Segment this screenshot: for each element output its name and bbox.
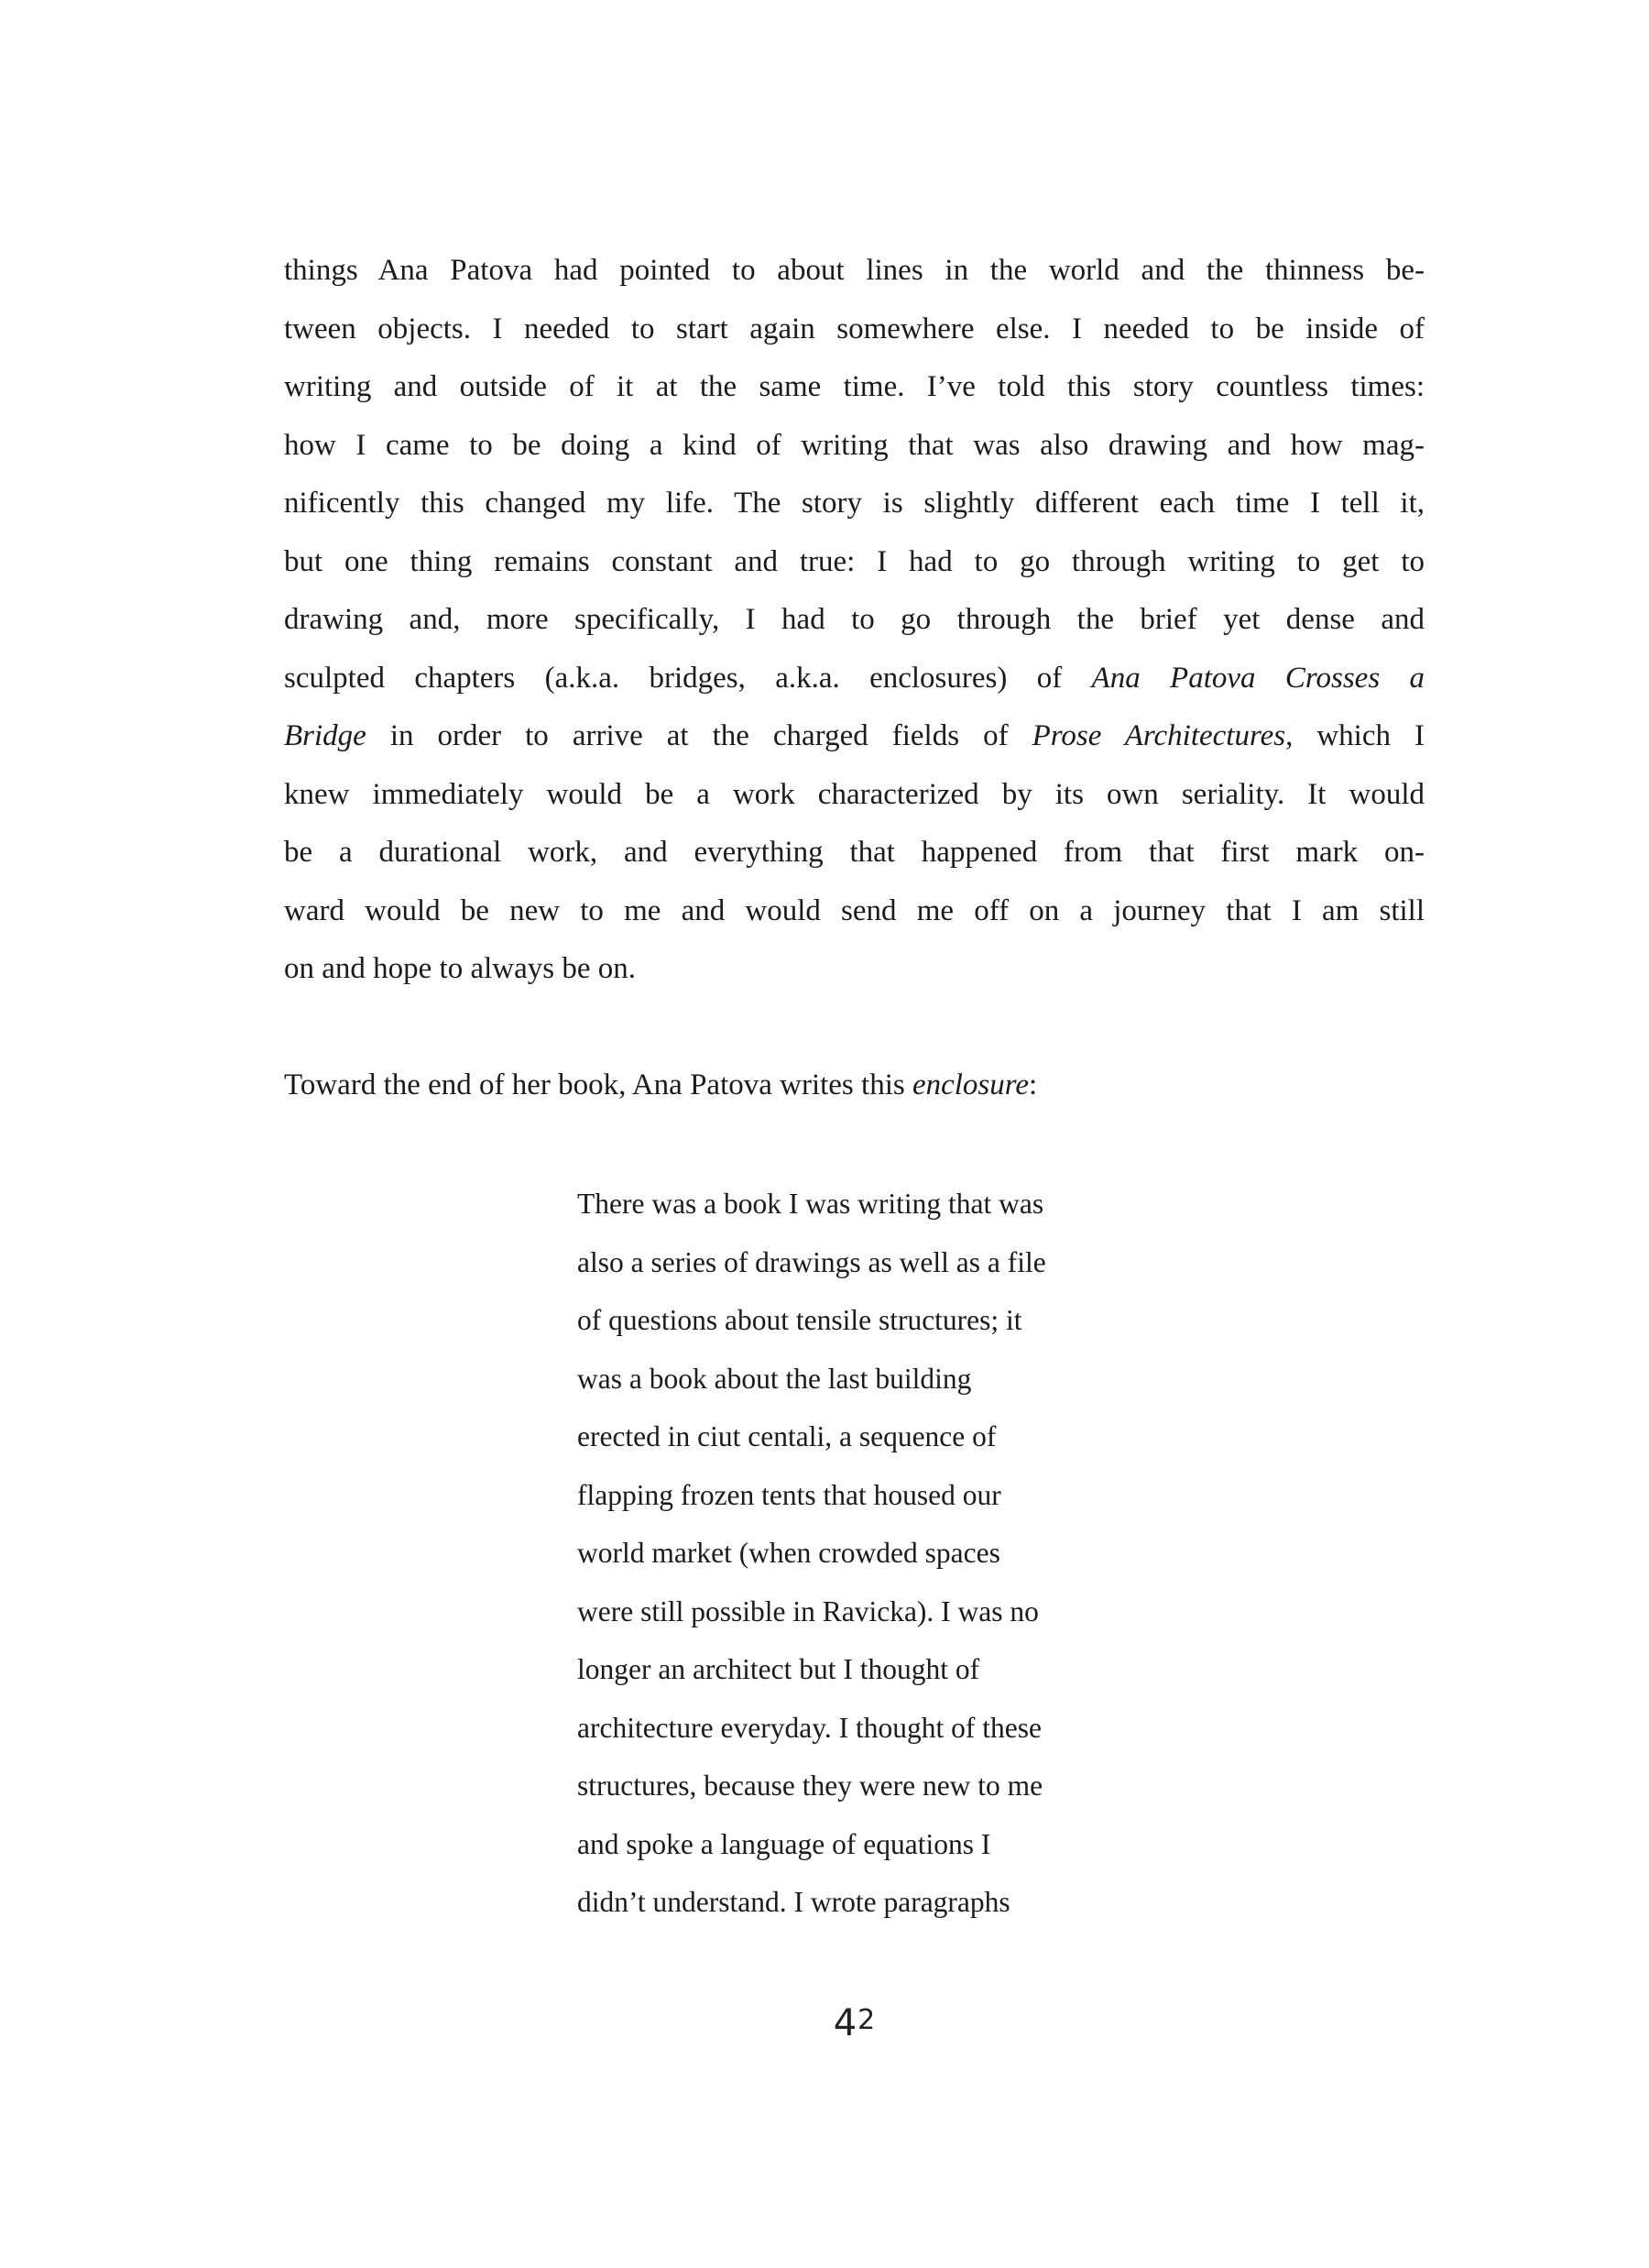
- text-line: There was a book I was writing that was: [577, 1188, 1044, 1220]
- text-line: was a book about the last building: [577, 1362, 972, 1395]
- text-line: also a series of drawings as well as a file: [577, 1245, 1046, 1278]
- text-line: and spoke a language of equations I: [577, 1827, 991, 1860]
- text-line: world market (when crowded spaces: [577, 1537, 1000, 1569]
- text-line: knew immediately would be a work characterized by its own seriality. It would: [284, 777, 1425, 811]
- page-number: [284, 2000, 1425, 2042]
- text-line: but one thing remains constant and true: I had to go through writing to get to: [284, 544, 1425, 578]
- text-line: drawing and, more specifically, I had to go through the brief yet dense and: [284, 603, 1425, 636]
- block-quote: [577, 1175, 1425, 1932]
- text-line: be a durational work, and everything that happened from that first mark on-: [284, 836, 1425, 869]
- text-line: things Ana Patova had pointed to about lines in the world and the thinness be-: [284, 254, 1425, 287]
- text-line: on and hope to always be on.: [284, 952, 636, 985]
- text-block: [284, 242, 1425, 1932]
- text-line: Toward the end of her book, Ana Patova writes this enclosure:: [284, 1068, 1038, 1101]
- page-number-digit-2: 2: [857, 2004, 876, 2036]
- text-line: Bridge in order to arrive at the charged fields of Prose Architectures, which I: [284, 719, 1425, 752]
- text-line: were still possible in Ravicka). I was no: [577, 1594, 1039, 1627]
- text-line: of questions about tensile structures; it: [577, 1304, 1022, 1336]
- text-line: longer an architect but I thought of: [577, 1653, 980, 1685]
- text-line: didn’t understand. I wrote paragraphs: [577, 1886, 1010, 1918]
- text-line: flapping frozen tents that housed our: [577, 1478, 1001, 1511]
- text-line: writing and outside of it at the same time. I’ve told this story countless times:: [284, 370, 1425, 403]
- text-line: architecture everyday. I thought of these: [577, 1711, 1042, 1744]
- intro-paragraph: [284, 1057, 1425, 1115]
- text-line: sculpted chapters (a.k.a. bridges, a.k.a. enclosures) of Ana Patova Crosses a: [284, 661, 1425, 695]
- text-line: nificently this changed my life. The story is slightly different each time I tell it,: [284, 487, 1425, 520]
- text-line: ward would be new to me and would send me off on a journey that I am still: [284, 893, 1425, 927]
- text-line: erected in ciut centali, a sequence of: [577, 1420, 997, 1452]
- text-line: tween objects. I needed to start again somewhere else. I needed to be inside of: [284, 312, 1425, 345]
- text-line: structures, because they were new to me: [577, 1769, 1043, 1802]
- text-line: how I came to be doing a kind of writing that was also drawing and how mag-: [284, 428, 1425, 462]
- main-paragraph: [284, 242, 1425, 999]
- page-number-digit-4: 4: [833, 2002, 858, 2044]
